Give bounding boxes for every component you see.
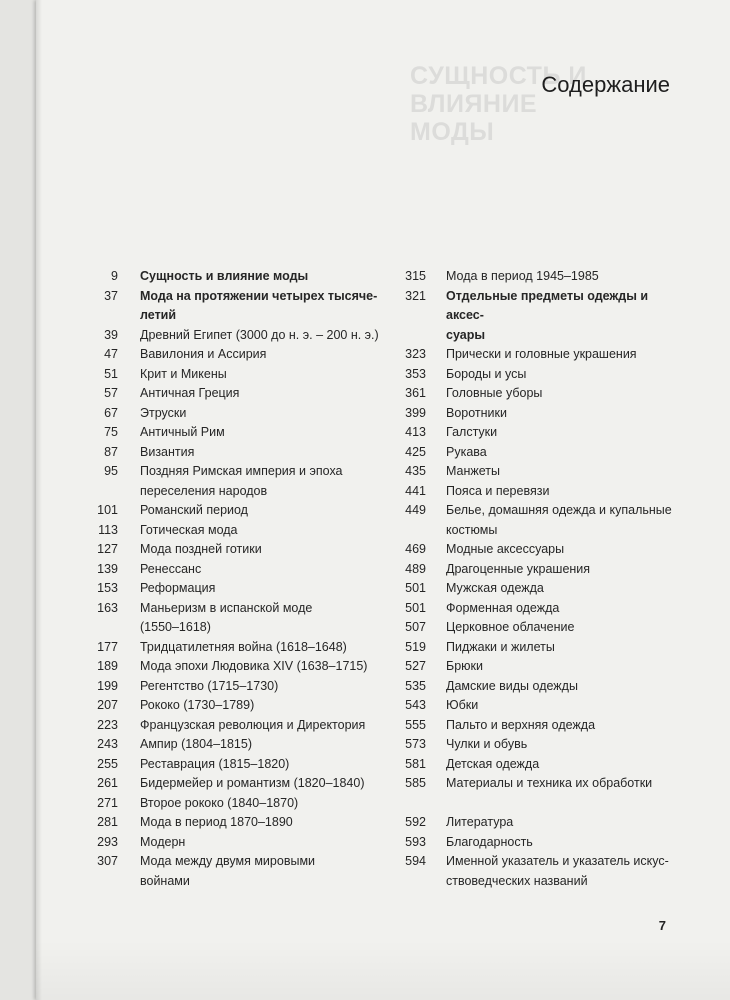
toc-entry-title: Именной указатель и указатель искус- ствоведческих названий [446, 854, 669, 888]
toc-entry-page: 127 [97, 542, 118, 556]
toc-entry-page: 307 [97, 854, 118, 868]
toc-entry-page: 323 [405, 347, 426, 361]
toc-entry-page: 425 [405, 444, 426, 459]
toc-entry-title: Юбки [446, 698, 479, 712]
toc-entry-title: Рукава [446, 444, 487, 459]
toc-entry-title: Форменная одежда [446, 600, 560, 615]
toc-entry-title: Поздняя Римская империя и эпоха переселения народов [140, 464, 343, 498]
toc-entry [76, 384, 394, 404]
toc-entry-page: 87 [104, 444, 118, 459]
toc-entry-title: Брюки [446, 659, 483, 673]
toc-entry-title: Ренессанс [140, 561, 202, 576]
toc-entry [76, 462, 394, 501]
toc-entry-title: Литература [446, 815, 514, 829]
toc-entry-title: Отдельные предметы одежды и аксес- суары [446, 288, 649, 342]
toc-entry-title: Сущность и влияние моды [140, 269, 309, 283]
toc-entry-page: 399 [405, 405, 426, 420]
toc-entry-title: Мода поздней готики [140, 542, 262, 556]
toc-entry-page: 353 [405, 366, 426, 381]
toc-entry-title: Мода эпохи Людовика XIV (1638–1715) [140, 659, 368, 673]
toc-entry-title: Мужская одежда [446, 581, 544, 595]
toc-entry-page: 261 [97, 776, 118, 790]
toc-entry-page: 555 [405, 717, 426, 732]
toc-entry-title: Бидермейер и романтизм (1820–1840) [140, 776, 365, 790]
toc-entry [382, 638, 682, 658]
page-edge-shadow [36, 0, 42, 1000]
toc-entry [76, 423, 394, 443]
toc-entry [76, 599, 394, 638]
toc-entry [76, 696, 394, 716]
toc-entry [382, 540, 682, 560]
toc-entry-page: 153 [97, 581, 118, 595]
toc-entry-title: Реформация [140, 581, 216, 595]
toc-entry [382, 716, 682, 736]
toc-entry-page: 37 [104, 288, 118, 303]
toc-entry [382, 735, 682, 755]
toc-entry-title: Французская революция и Директория [140, 717, 366, 732]
toc-entry-page: 95 [104, 464, 118, 478]
toc-entry [382, 696, 682, 716]
toc-entry [382, 345, 682, 365]
toc-entry [382, 599, 682, 619]
show-through-line: СУЩНОСТЬ И ВЛИЯНИЕ [410, 62, 587, 118]
toc-entry-title: Вавилония и Ассирия [140, 347, 267, 361]
toc-entry-title: Пиджаки и жилеты [446, 639, 555, 654]
toc-entry-page: 271 [97, 795, 118, 810]
toc-entry-page: 527 [405, 659, 426, 673]
toc-entry-page: 281 [97, 815, 118, 829]
toc-entry-page: 573 [405, 737, 426, 751]
toc-entry-title: Второе рококо (1840–1870) [140, 795, 299, 810]
toc-entry [382, 482, 682, 502]
toc-entry [76, 735, 394, 755]
toc-entry-title: Манжеты [446, 464, 501, 478]
show-through-line: МОДЫ [410, 118, 495, 146]
toc-entry [76, 345, 394, 365]
toc-entry-title: Драгоценные украшения [446, 561, 591, 576]
toc-entry-title: Античный Рим [140, 425, 225, 439]
toc-entry-page: 585 [405, 776, 426, 790]
toc-entry [76, 540, 394, 560]
toc-entry [76, 560, 394, 580]
toc-entry-title: Модерн [140, 834, 186, 849]
toc-entry-title: Византия [140, 444, 195, 459]
toc-entry-page: 441 [405, 483, 426, 498]
toc-entry [76, 501, 394, 521]
toc-entry-title: Ампир (1804–1815) [140, 737, 252, 751]
toc-entry [76, 755, 394, 775]
toc-entry-page: 113 [98, 522, 118, 537]
toc-entry [382, 677, 682, 697]
page-title: Содержание [541, 72, 670, 97]
toc-entry-title: Рококо (1730–1789) [140, 698, 255, 712]
toc-entry [76, 716, 394, 736]
toc-entry [382, 462, 682, 482]
toc-entry-page: 413 [405, 425, 426, 439]
toc-column-left [76, 267, 394, 891]
toc-entry-page: 501 [405, 581, 426, 595]
toc-entry-title: Церковное облачение [446, 620, 575, 634]
toc-entry-page: 321 [405, 288, 426, 303]
toc-entry [382, 774, 682, 794]
toc-entry-title: Бороды и усы [446, 366, 527, 381]
toc-entry-page: 199 [97, 678, 118, 693]
toc-entry-page: 189 [97, 659, 118, 673]
toc-entry [382, 657, 682, 677]
toc-entry [76, 657, 394, 677]
toc-entry-page: 47 [104, 347, 118, 361]
toc-entry-page: 9 [111, 269, 118, 283]
toc-entry-page: 139 [97, 561, 118, 576]
toc-entry [76, 521, 394, 541]
toc-entry-page: 435 [405, 464, 426, 478]
toc-entry-page: 469 [405, 542, 426, 556]
toc-entry [76, 443, 394, 463]
toc-entry [382, 579, 682, 599]
toc-entry-title: Благодарность [446, 834, 533, 849]
toc-entry-title: Мода между двумя мировыми войнами [140, 854, 316, 888]
toc-entry-title: Крит и Микены [140, 366, 227, 381]
toc-entry-page: 255 [97, 756, 118, 771]
toc-entry [76, 638, 394, 658]
toc-entry-page: 75 [104, 425, 118, 439]
toc-entry [76, 833, 394, 853]
toc-entry-page: 592 [405, 815, 426, 829]
toc-entry-title: Мода в период 1870–1890 [140, 815, 293, 829]
toc-entry [382, 423, 682, 443]
toc-entry-page: 593 [405, 834, 426, 849]
toc-entry-page: 51 [104, 366, 118, 381]
toc-entry-page: 581 [405, 756, 426, 771]
toc-entry [382, 618, 682, 638]
toc-entry-title: Этруски [140, 405, 187, 420]
toc-entry [76, 287, 394, 326]
toc-entry-page: 39 [104, 327, 118, 342]
toc-entry-title: Пояса и перевязи [446, 483, 550, 498]
toc-column-right [382, 267, 682, 891]
toc-entry [76, 794, 394, 814]
toc-entry-page: 163 [97, 600, 118, 615]
toc-entry [76, 267, 394, 287]
toc-entry [76, 813, 394, 833]
toc-entry [382, 404, 682, 424]
toc-entry-page: 361 [405, 386, 426, 400]
toc-entry [382, 755, 682, 775]
toc-entry-page: 207 [97, 698, 118, 712]
toc-entry-title: Прически и головные украшения [446, 347, 637, 361]
toc-entry [382, 852, 682, 891]
toc-entry-title: Дамские виды одежды [446, 678, 578, 693]
toc-entry-title: Тридцатилетняя война (1618–1648) [140, 639, 347, 654]
toc-entry [76, 326, 394, 346]
toc-entry-title: Романский период [140, 503, 248, 517]
toc-entry [382, 384, 682, 404]
toc-entry [382, 813, 682, 833]
toc-entry-title: Маньеризм в испанской моде (1550–1618) [140, 600, 313, 634]
toc-entry-page: 594 [405, 854, 426, 868]
toc-entry-title: Древний Египет (3000 до н. э. – 200 н. э.) [140, 327, 379, 342]
toc-entry-title: Головные уборы [446, 386, 543, 400]
toc-entry-title: Реставрация (1815–1820) [140, 756, 290, 771]
toc-entry-title: Детская одежда [446, 756, 540, 771]
toc-entry-page: 519 [405, 639, 426, 654]
toc-entry-page: 501 [405, 600, 426, 615]
toc-entry [76, 404, 394, 424]
toc-entry-page: 177 [97, 639, 118, 654]
toc-entry-title: Пальто и верхняя одежда [446, 717, 596, 732]
toc-entry-page: 67 [104, 405, 118, 420]
toc-entry [382, 560, 682, 580]
toc-entry-title: Мода в период 1945–1985 [446, 269, 599, 283]
toc-entry-title: Регентство (1715–1730) [140, 678, 279, 693]
toc-entry-title: Античная Греция [140, 386, 240, 400]
toc-entry [76, 774, 394, 794]
toc-entry-title: Воротники [446, 405, 507, 420]
toc-entry-title: Готическая мода [140, 522, 238, 537]
toc-entry [382, 267, 682, 287]
toc-entry [76, 365, 394, 385]
toc-entry-title: Материалы и техника их обработки [446, 776, 653, 790]
toc-entry-title: Белье, домашняя одежда и купальные костюмы [446, 503, 672, 537]
toc-entry [76, 579, 394, 599]
toc-entry [382, 833, 682, 853]
toc-entry-page: 507 [405, 620, 426, 634]
toc-entry-title: Мода на протяжении четырех тысяче- летий [140, 288, 378, 322]
book-page [36, 0, 730, 1000]
toc-entry [76, 677, 394, 697]
toc-entry-page: 449 [405, 503, 426, 517]
toc-entry-page: 243 [97, 737, 118, 751]
toc-entry-page: 535 [405, 678, 426, 693]
toc-entry [382, 501, 682, 540]
toc-entry [382, 443, 682, 463]
toc-entry-page: 101 [97, 503, 118, 517]
toc-entry-title: Галстуки [446, 425, 498, 439]
toc-entry-title: Модные аксессуары [446, 542, 565, 556]
toc-entry-page: 543 [405, 698, 426, 712]
toc-entry [382, 365, 682, 385]
toc-entry [76, 852, 394, 891]
toc-entry-page: 315 [405, 269, 426, 283]
toc-entry-page: 489 [405, 561, 426, 576]
toc-entry-page: 57 [104, 386, 118, 400]
toc-entry-page: 293 [97, 834, 118, 849]
page-number: 7 [658, 918, 666, 933]
toc-entry-title: Чулки и обувь [446, 737, 528, 751]
toc-entry [382, 287, 682, 346]
toc-entry-page: 223 [97, 717, 118, 732]
page-bottom-shade [36, 940, 730, 1000]
